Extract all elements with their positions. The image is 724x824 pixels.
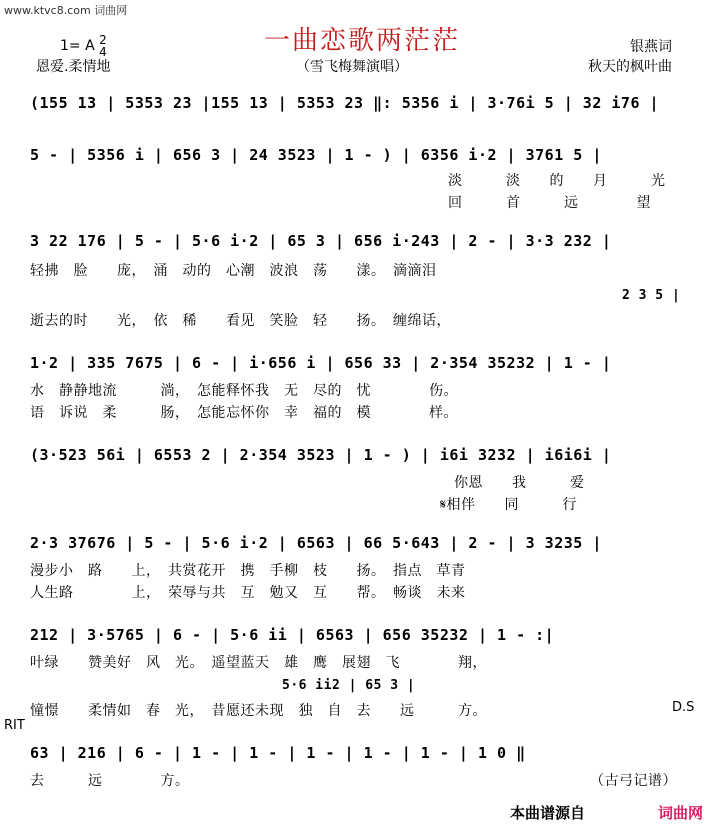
lyric-row-6-verse-1: 漫步小 路 上， 共赏花开 携 手柳 枝 扬。 指点 草青: [30, 563, 466, 579]
lyric-row-2-verse-1: 淡 淡 的 月 光: [448, 173, 666, 189]
notation-row-5: (3·523 56i | 6553 2 | 2·354 3523 | 1 - ) | i6i 3232 | i6i6i |: [30, 446, 612, 464]
lyric-row-6-verse-2: 人生路 上， 荣辱与共 互 勉又 互 帮。 畅谈 未来: [30, 585, 466, 601]
notation-row-3-aside: 2 3 5 |: [622, 288, 681, 303]
lyricist-credit: 银燕词: [630, 39, 672, 55]
time-signature: [99, 34, 107, 58]
dal-segno-marking: D.S: [672, 700, 695, 715]
notation-row-1: (155 13 | 5353 23 |155 13 | 5353 23 ‖: 5356 i | 3·76i 5 | 32 i76 |: [30, 94, 660, 112]
site-brand[interactable]: 词曲网: [658, 804, 704, 822]
lyric-row-7-verse-2: 憧憬 柔情如 春 光， 昔愿还未现 独 自 去 远 方。: [30, 703, 487, 719]
lyric-row-4-verse-2: 语 诉说 柔 肠， 怎能忘怀你 幸 福的 模 样。: [30, 405, 458, 421]
composer-credit: 秋天的枫叶曲: [588, 59, 672, 75]
notation-row-3: 3 22 176 | 5 - | 5·6 i·2 | 65 3 | 656 i·243 | 2 - | 3·3 232 |: [30, 232, 612, 250]
lyric-row-3-verse-1: 轻拂 脸 庞， 涌 动的 心潮 波浪 荡 漾。 滴滴泪: [30, 263, 437, 279]
notation-row-7-aside: 5·6 ii2 | 65 3 |: [282, 678, 416, 693]
style-marking: 恩爱.柔情地: [36, 59, 111, 75]
key-signature: [60, 34, 107, 58]
notation-row-4: 1·2 | 335 7675 | 6 - | i·656 i | 656 33 | 2·354 35232 | 1 - |: [30, 354, 612, 372]
notation-row-7: 212 | 3·5765 | 6 - | 5·6 ii | 6563 | 656 35232 | 1 - :|: [30, 626, 555, 644]
time-top: 2: [99, 33, 107, 47]
lyric-row-4-verse-1: 水 静静地流 淌， 怎能释怀我 无 尽的 忧 伤。: [30, 383, 458, 399]
lyric-row-3-verse-2: 逝去的时 光， 依 稀 看见 笑脸 轻 扬。 缠绵话，: [30, 313, 451, 329]
singer-credit: （雪飞梅舞演唱）: [296, 59, 408, 75]
notation-row-6: 2·3 37676 | 5 - | 5·6 i·2 | 6563 | 66 5·643 | 2 - | 3 3235 |: [30, 534, 602, 552]
key-label: 1= A: [60, 38, 95, 54]
time-bottom: 4: [99, 45, 107, 59]
notation-row-8: 63 | 216 | 6 - | 1 - | 1 - | 1 - | 1 - | 1 - | 1 0 ‖: [30, 744, 526, 762]
lyric-row-7-verse-1: 叶绿 赞美好 风 光。 遥望蓝天 雄 鹰 展翅 飞 翔，: [30, 655, 487, 671]
source-note: 本曲谱源自: [510, 804, 586, 822]
lyric-row-2-verse-2: 回 首 远 望: [448, 195, 651, 211]
ritardando-marking: RIT: [4, 718, 25, 733]
transcriber-credit: （古弓记谱）: [590, 773, 677, 789]
lyric-row-5-verse-1: 你恩 我 爱: [454, 475, 585, 491]
lyric-row-5-verse-2: 𝄋相伴 同 行: [440, 497, 578, 513]
lyric-row-8-verse-1: 去 远 方。: [30, 773, 190, 789]
song-title: 一曲恋歌两茫茫: [263, 26, 460, 56]
notation-row-2: 5 - | 5356 i | 656 3 | 24 3523 | 1 - ) | 6356 i·2 | 3761 5 |: [30, 146, 602, 164]
watermark: www.ktvc8.com 词曲网: [4, 4, 128, 17]
